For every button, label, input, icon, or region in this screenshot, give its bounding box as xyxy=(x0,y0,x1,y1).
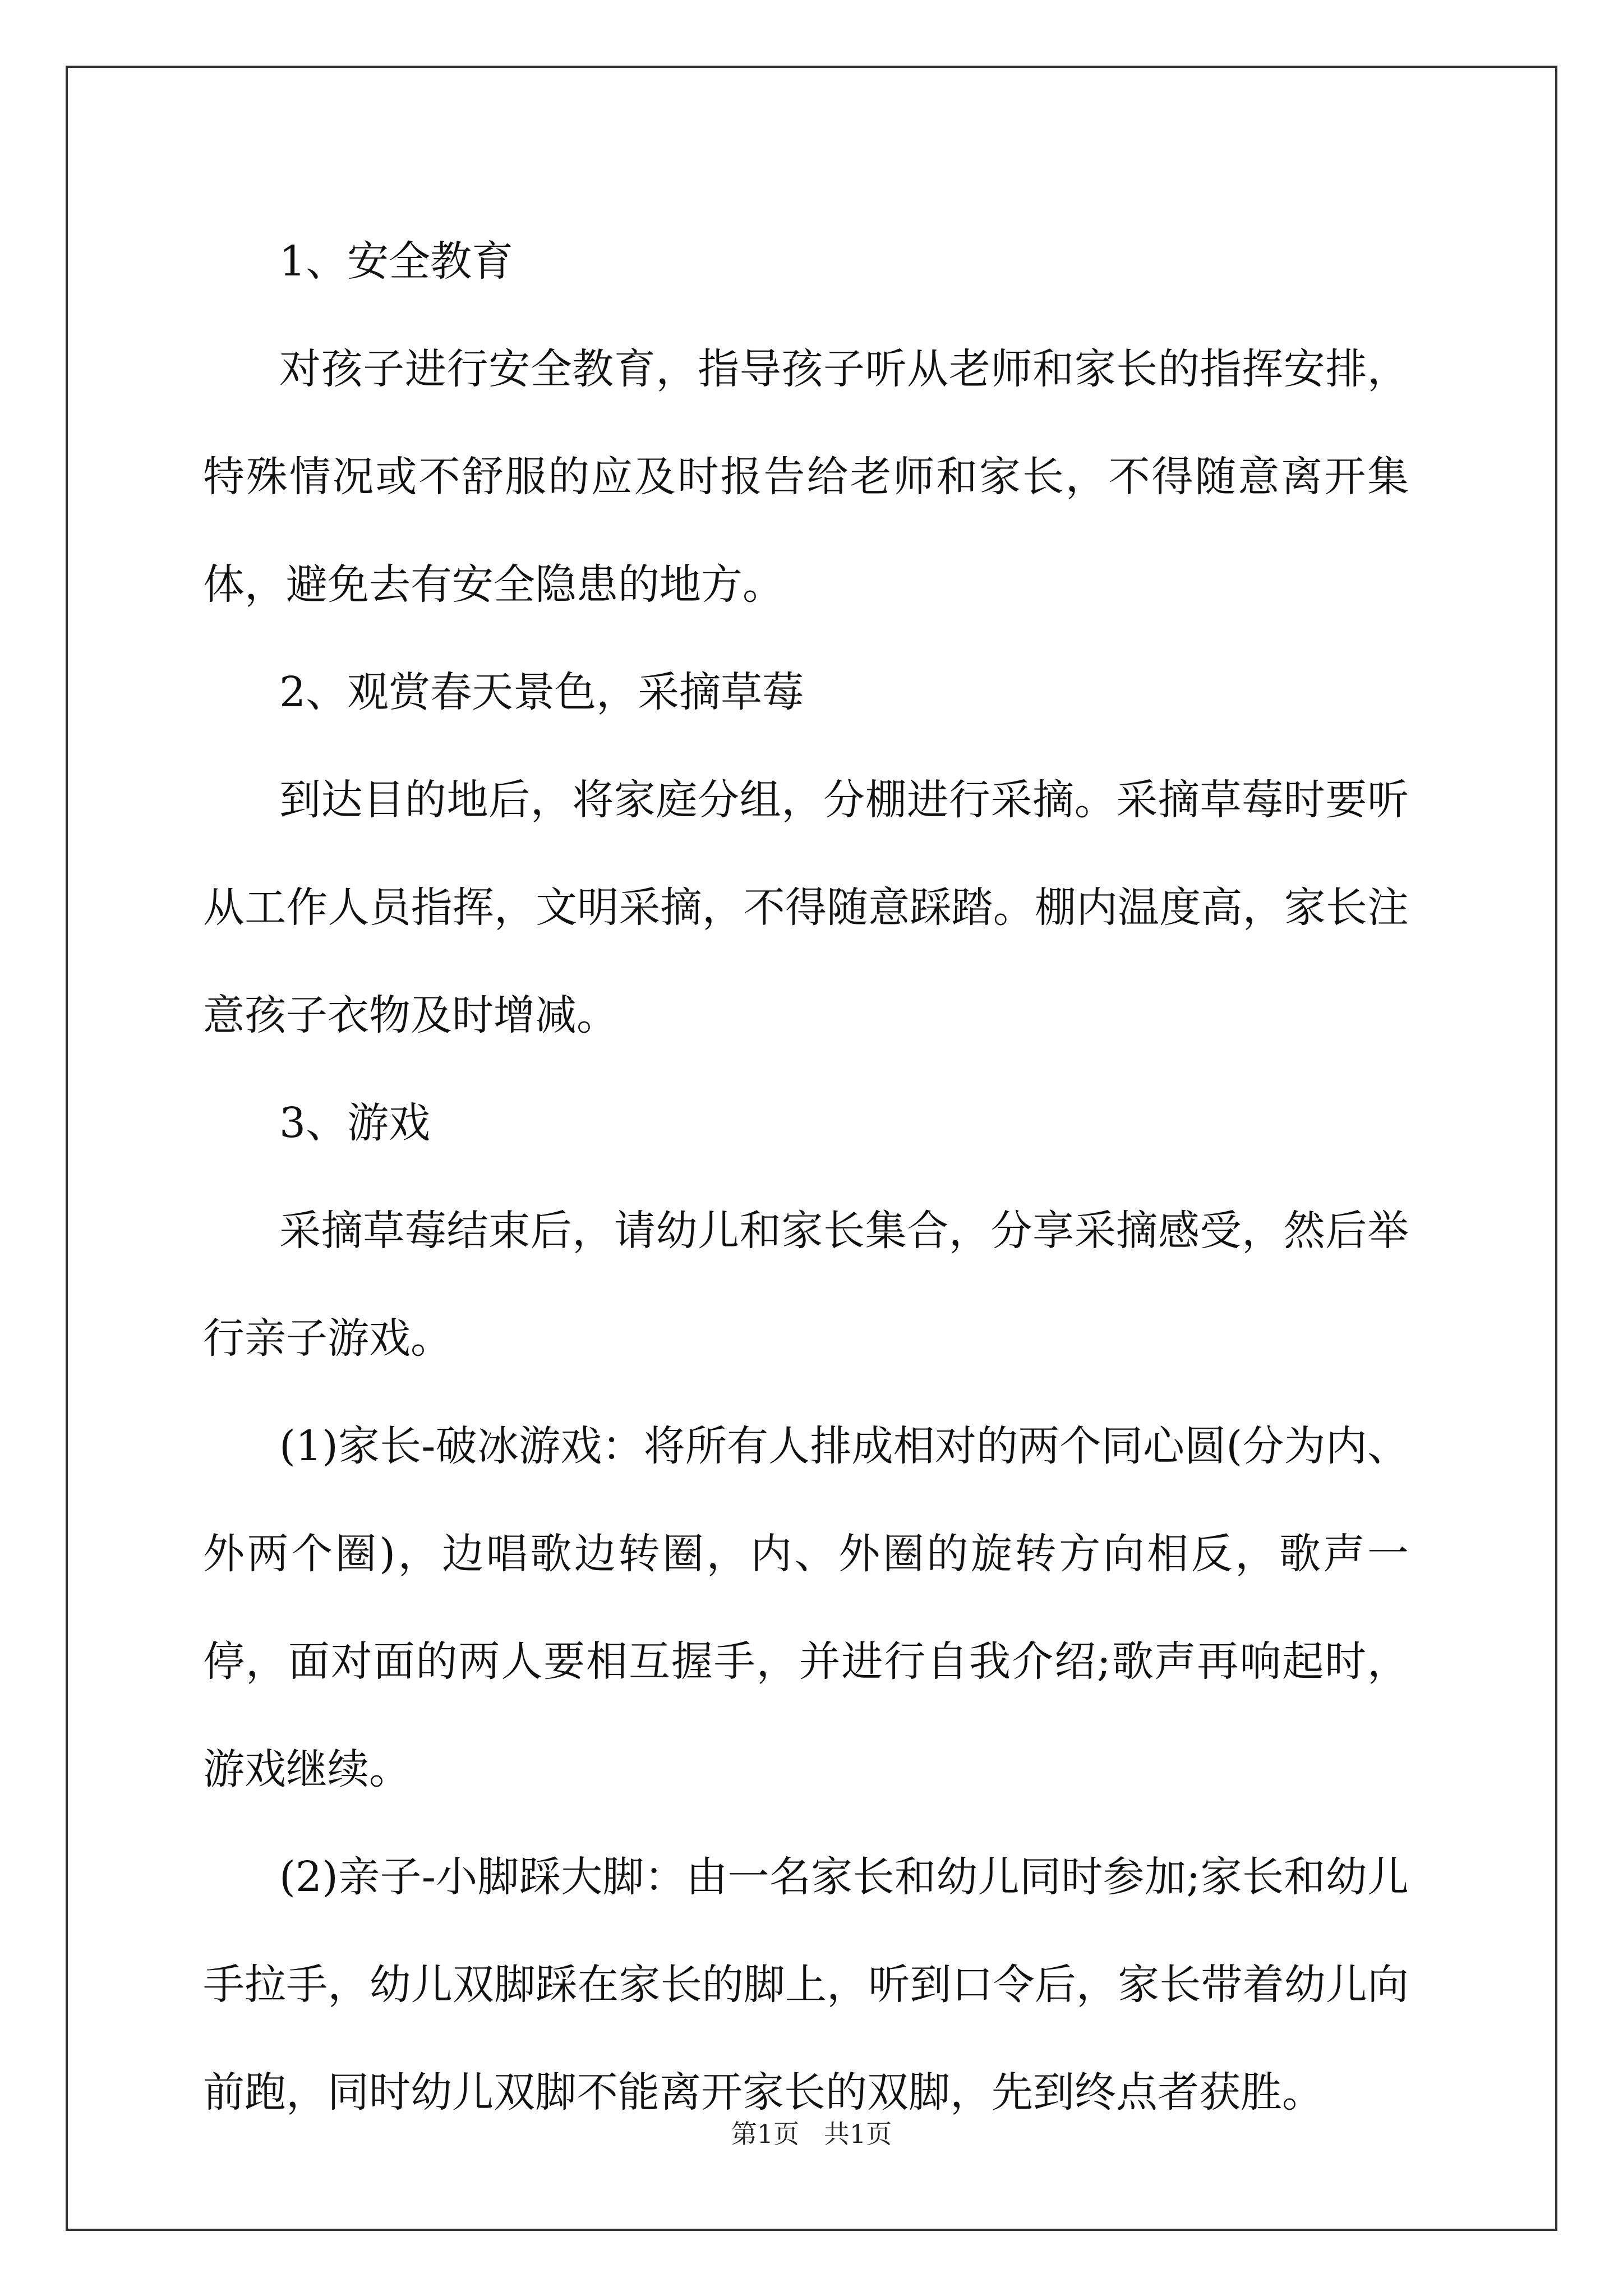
section-heading-strawberry: 2、观赏春天景色，采摘草莓 xyxy=(279,668,804,716)
paragraph-game-2: (2)亲子-小脚踩大脚：由一名家长和幼儿同时参加;家长和幼儿手拉手，幼儿双脚踩在家长的脚上，听到口令后，家长带着幼儿向前跑，同时幼儿双脚不能离开家长的双脚，先到终点者获胜。 xyxy=(203,1853,1409,2116)
paragraph-games-intro: 采摘草莓结束后，请幼儿和家长集合，分享采摘感受，然后举行亲子游戏。 xyxy=(203,1207,1409,1363)
paragraph-game-1: (1)家长-破冰游戏：将所有人排成相对的两个同心圆(分为内、外两个圈)，边唱歌边转圈，内、外圈的旋转方向相反，歌声一停，面对面的两人要相互握手，并进行自我介绍;歌声再响起时，游戏继续。 xyxy=(203,1422,1409,1793)
paragraph-strawberry: 到达目的地后，将家庭分组，分棚进行采摘。采摘草莓时要听从工作人员指挥，文明采摘，不得随意踩踏。棚内温度高，家长注意孩子衣物及时增减。 xyxy=(203,776,1409,1039)
paragraph-safety: 对孩子进行安全教育，指导孩子听从老师和家长的指挥安排，特殊情况或不舒服的应及时报告给老师和家长，不得随意离开集体，避免去有安全隐患的地方。 xyxy=(203,345,1409,609)
page-number-footer: 第1页 共1页 xyxy=(731,2119,892,2149)
document-body xyxy=(203,208,1409,2146)
section-heading-games: 3、游戏 xyxy=(279,1099,431,1147)
section-heading-safety: 1、安全教育 xyxy=(279,237,514,286)
